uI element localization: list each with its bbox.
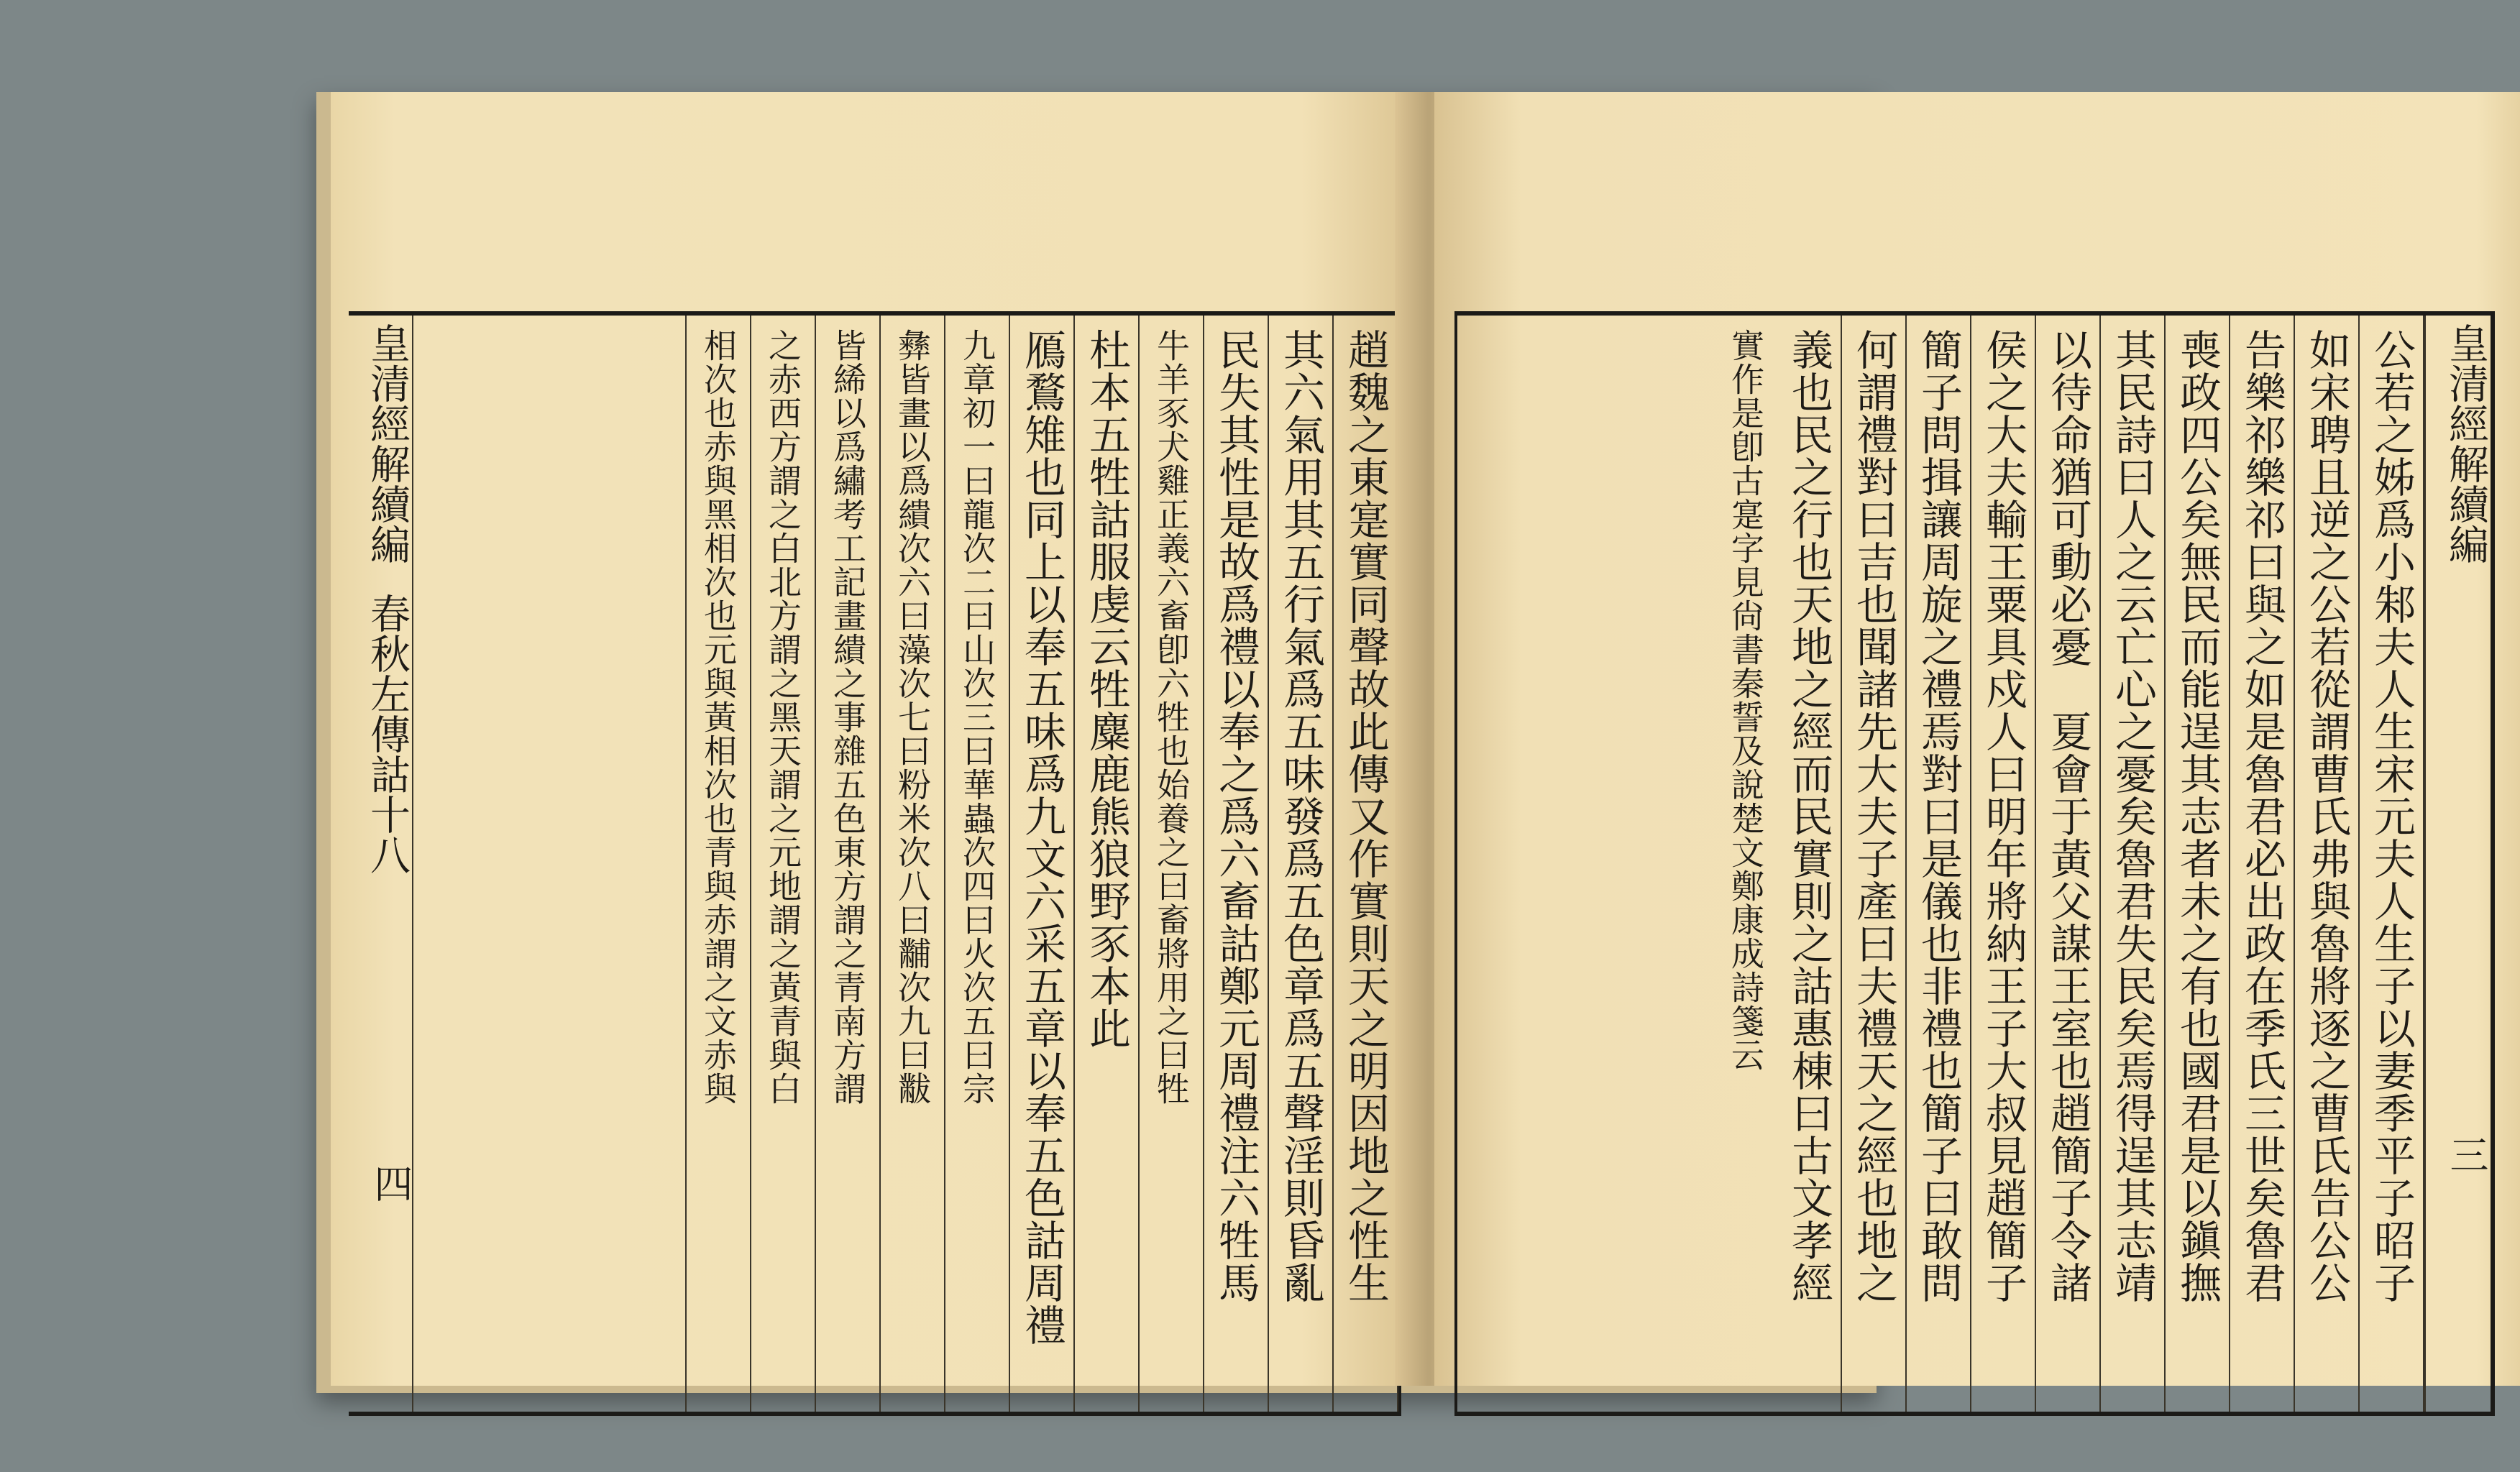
margin-title: 皇清經解續編 — [2442, 323, 2489, 564]
text-column: 相次也赤與黑相次也元與黃相次也青與赤謂之文赤與 — [687, 316, 751, 1412]
text-column: 九章初一曰龍次二曰山次三曰華蟲次四曰火次五曰宗 — [945, 316, 1010, 1412]
leaf-number: 三 — [2444, 1135, 2489, 1174]
text-column: 以待命猶可動必憂 夏會于黃父謀王室也趙簡子令諸 — [2036, 316, 2101, 1412]
text-column: 其六氣用其五行氣爲五味發爲五色章爲五聲淫則昏亂 — [1269, 316, 1334, 1412]
open-book — [316, 92, 2489, 1393]
left-page — [331, 92, 1409, 1386]
text-column: 義也民之行也天地之經而民實則之詁惠棟曰古文孝經 — [1777, 316, 1842, 1412]
text-column: 之赤西方謂之白北方謂之黑天謂之元地謂之黃青與白 — [751, 316, 816, 1412]
right-text-frame — [1454, 311, 2495, 1416]
margin-subtitle: 春秋左傳詁十八 — [364, 593, 411, 875]
text-column: 公若之姊爲小邾夫人生宋元夫人生子以妻季平子昭子 — [2360, 316, 2424, 1412]
left-text-frame — [349, 311, 1401, 1416]
right-page — [1434, 92, 2520, 1386]
margin-column — [349, 316, 413, 1412]
text-column: 侯之大夫輸王粟具戍人曰明年將納王子大叔見趙簡子 — [1971, 316, 2036, 1412]
text-column: 杜本五牲詁服虔云牲麋鹿熊狼野豕本此 — [1075, 316, 1140, 1412]
text-column: 實作是卽古寔字見尙書秦誓及說楚文鄭康成詩箋云 — [1726, 328, 1765, 1072]
text-column: 彝皆畫以爲繢次六曰藻次七曰粉米次八曰黼次九曰黻 — [881, 316, 945, 1412]
text-column: 民失其性是故爲禮以奉之爲六畜詁鄭元周禮注六牲馬 — [1204, 316, 1269, 1412]
text-column: 趙魏之東寔實同聲故此傳又作實則天之明因地之性生 — [1334, 316, 1398, 1412]
text-column: 喪政四公矣無民而能逞其志者未之有也國君是以鎭撫 — [2166, 316, 2230, 1412]
text-column: 何謂禮對曰吉也聞諸先大夫子產曰夫禮天之經也地之 — [1842, 316, 1907, 1412]
text-column: 如宋聘且逆之公若從謂曹氏弗與魯將逐之曹氏告公公 — [2295, 316, 2360, 1412]
text-column: 簡子問揖讓周旋之禮焉對曰是儀也非禮也簡子曰敢問 — [1907, 316, 1971, 1412]
text-column: 其民詩曰人之云亡心之憂矣魯君失民矣焉得逞其志靖 — [2101, 316, 2166, 1412]
text-column: 鴈鶩雉也同上以奉五味爲九文六采五章以奉五色詁周禮 — [1010, 316, 1075, 1412]
text-column: 皆絺以爲繡考工記畫繢之事雜五色東方謂之青南方謂 — [816, 316, 881, 1412]
text-column: 牛羊豕犬雞正義六畜卽六牲也始養之曰畜將用之曰牲 — [1140, 316, 1204, 1412]
blank-column-area — [413, 316, 687, 1412]
text-column: 告樂祁樂祁曰與之如是魯君必出政在季氏三世矣魯君 — [2230, 316, 2295, 1412]
margin-column — [2424, 316, 2491, 1412]
margin-title: 皇清經解續編 — [364, 323, 411, 564]
leaf-number: 四 — [368, 1164, 413, 1202]
